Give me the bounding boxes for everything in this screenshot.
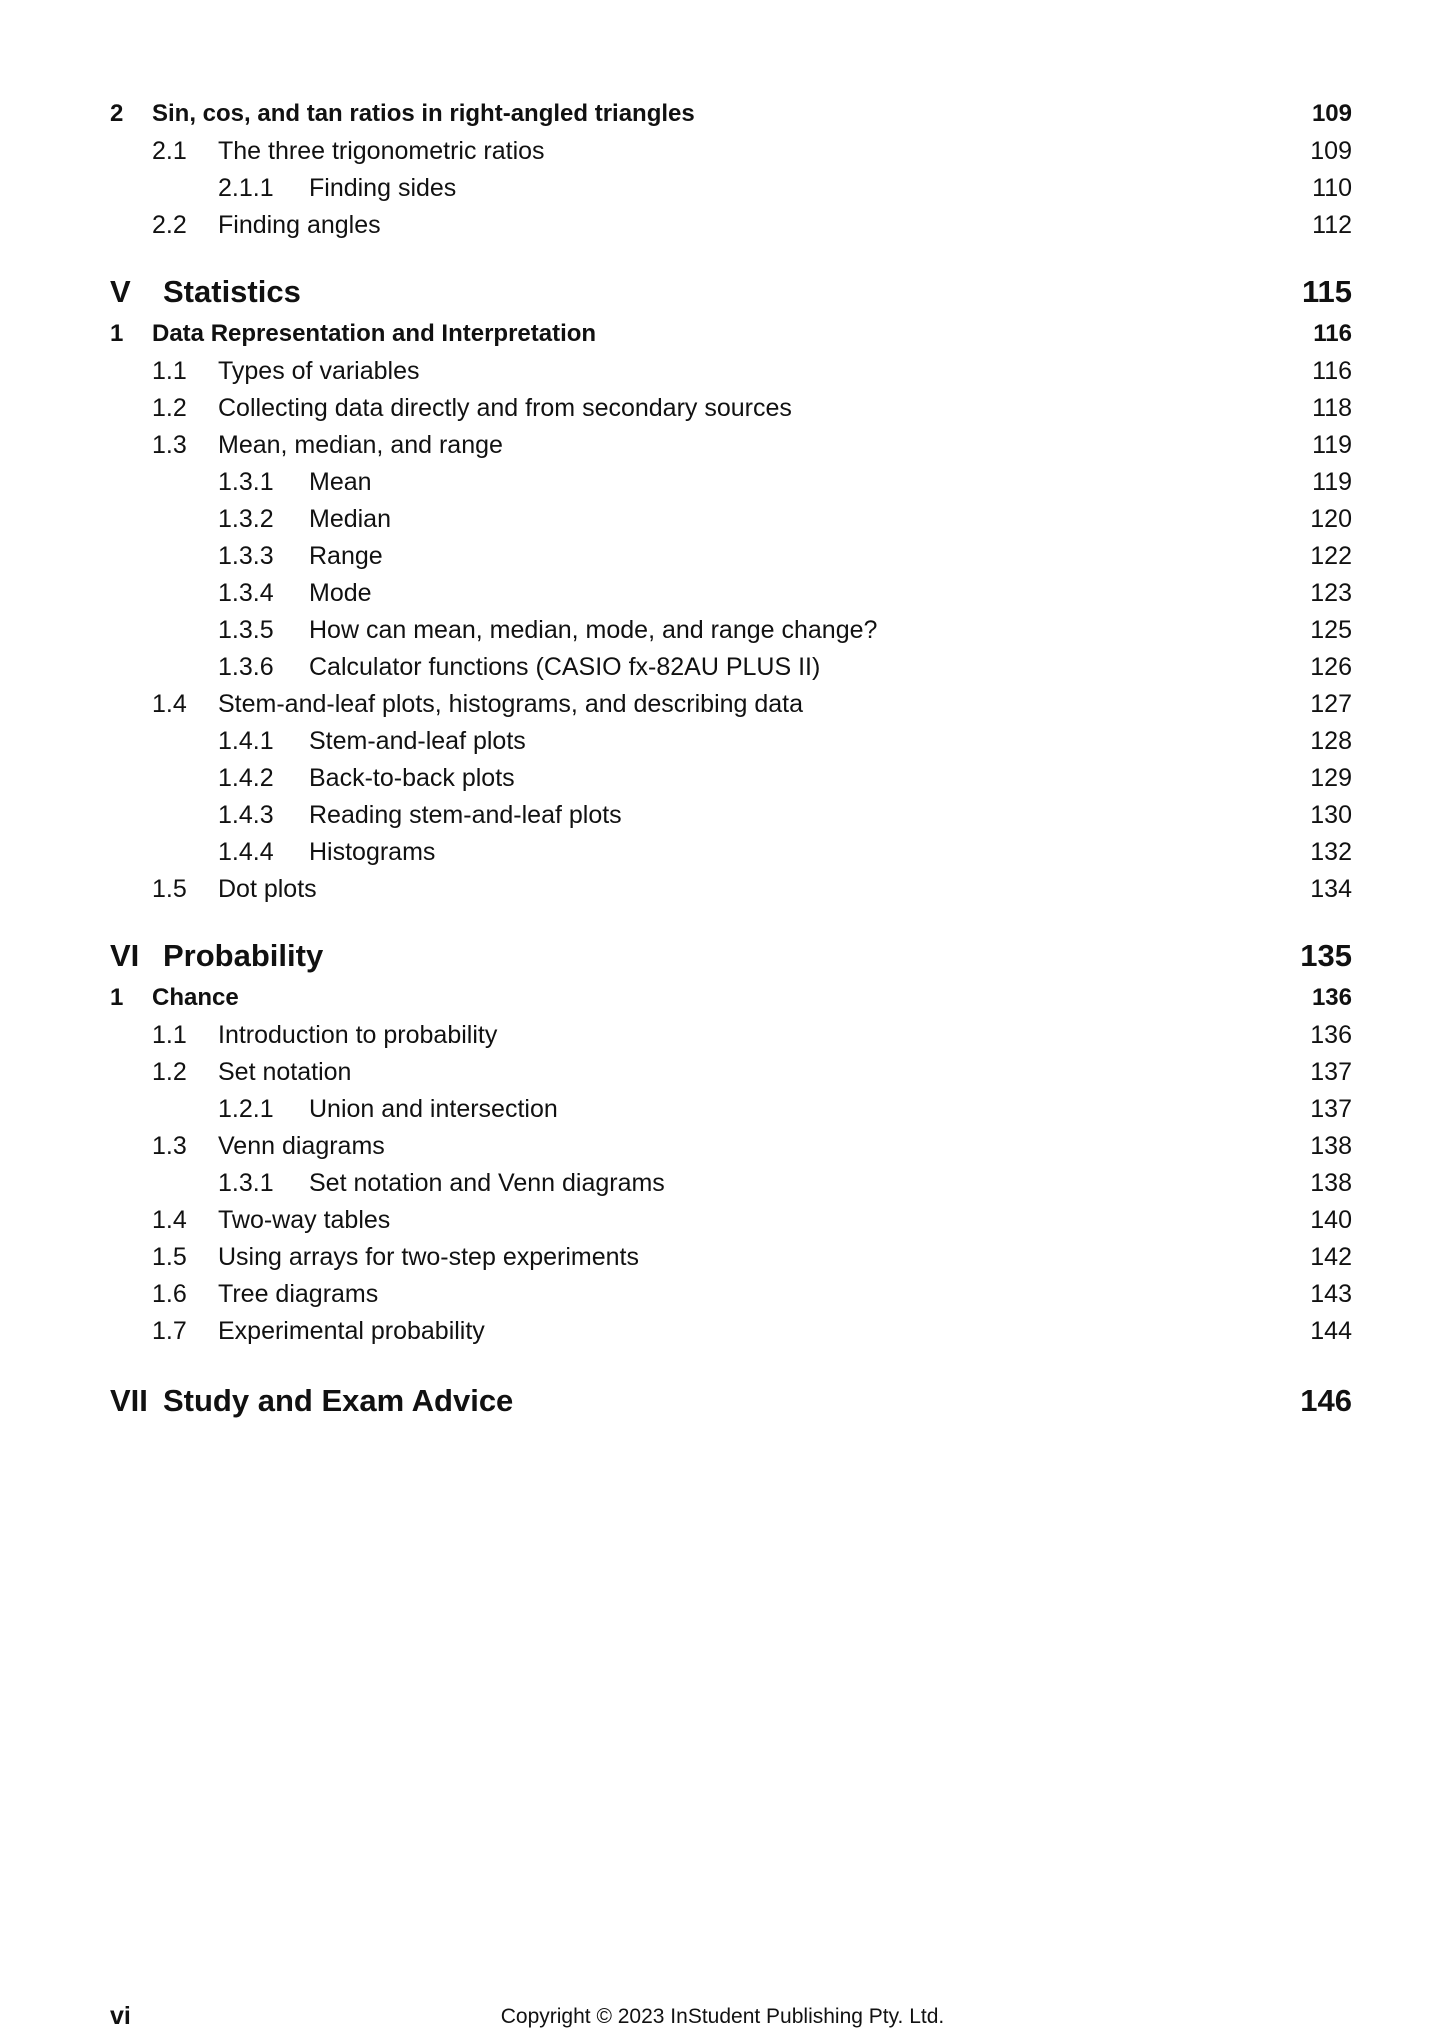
toc-entry-title: Experimental probability bbox=[218, 1317, 491, 1346]
toc-entry-title: Back-to-back plots bbox=[309, 764, 521, 793]
toc-entry-number: 1.3 bbox=[152, 1132, 187, 1160]
toc-entry-number: 1.3.5 bbox=[218, 616, 274, 644]
toc-entry-page: 119 bbox=[1290, 468, 1352, 497]
toc-entry-number: 1.3.3 bbox=[218, 542, 274, 570]
toc-entry-section bbox=[152, 875, 1352, 904]
toc-entry-number: VII bbox=[110, 1383, 148, 1418]
toc-entry-page: 127 bbox=[1290, 690, 1352, 719]
toc-entry-page: 134 bbox=[1290, 875, 1352, 904]
toc-entry-subsection bbox=[218, 653, 1352, 682]
toc-entry-page: 116 bbox=[1290, 357, 1352, 386]
toc-entry-section bbox=[152, 1243, 1352, 1272]
toc-entry-title: Mean bbox=[309, 468, 378, 497]
toc-entry-number: 1.3.1 bbox=[218, 1169, 274, 1197]
toc-entry-page: 136 bbox=[1290, 1021, 1352, 1050]
toc-entry-section bbox=[152, 211, 1352, 240]
toc-entry-number: 1.4.4 bbox=[218, 838, 274, 866]
toc-entry-section bbox=[152, 1132, 1352, 1161]
toc-entry-subsection bbox=[218, 764, 1352, 793]
toc-entry-title: Range bbox=[309, 542, 389, 571]
toc-entry-part bbox=[110, 1383, 1352, 1419]
toc-entry-chapter bbox=[110, 320, 1352, 348]
toc-entry-title: Set notation bbox=[218, 1058, 357, 1087]
toc-entry-page: 130 bbox=[1290, 801, 1352, 830]
toc-entry-subsection bbox=[218, 174, 1352, 203]
toc-entry-number: VI bbox=[110, 938, 140, 973]
toc-entry-number: 1.1 bbox=[152, 1021, 187, 1049]
toc-entry-page: 132 bbox=[1290, 838, 1352, 867]
toc-entry-title: Sin, cos, and tan ratios in right-angled triangles bbox=[152, 100, 701, 128]
toc-entry-title: Calculator functions (CASIO fx-82AU PLUS II) bbox=[309, 653, 826, 682]
toc-entry-page: 135 bbox=[1286, 938, 1352, 974]
toc-entry-page: 138 bbox=[1290, 1132, 1352, 1161]
toc-entry-page: 138 bbox=[1290, 1169, 1352, 1198]
toc-entry-page: 137 bbox=[1290, 1095, 1352, 1124]
toc-entry-number: 1.4 bbox=[152, 690, 187, 718]
toc-entry-number: 1.2.1 bbox=[218, 1095, 274, 1123]
toc-entry-number: 1 bbox=[110, 320, 124, 347]
toc-entry-number: 1.5 bbox=[152, 1243, 187, 1271]
toc-entry-subsection bbox=[218, 468, 1352, 497]
toc-entry-number: V bbox=[110, 274, 131, 309]
toc-entry-section bbox=[152, 1021, 1352, 1050]
toc-entry-section bbox=[152, 1317, 1352, 1346]
toc-entry-title: Stem-and-leaf plots bbox=[309, 727, 532, 756]
toc-entry-number: 2.1 bbox=[152, 137, 187, 165]
toc-entry-page: 140 bbox=[1290, 1206, 1352, 1235]
toc-entry-page: 122 bbox=[1290, 542, 1352, 571]
toc-entry-page: 146 bbox=[1286, 1383, 1352, 1419]
toc-entry-title: Two-way tables bbox=[218, 1206, 396, 1235]
toc-entry-number: 1.3.4 bbox=[218, 579, 274, 607]
copyright-notice: Copyright © 2023 InStudent Publishing Pty. Ltd. bbox=[500, 2005, 945, 2028]
toc-entry-number: 2.1.1 bbox=[218, 174, 274, 202]
toc-entry-subsection bbox=[218, 579, 1352, 608]
page-number: vi bbox=[110, 2002, 131, 2030]
toc-entry-title: Finding sides bbox=[309, 174, 462, 203]
toc-entry-page: 126 bbox=[1290, 653, 1352, 682]
toc-entry-section bbox=[152, 357, 1352, 386]
toc-entry-number: 2 bbox=[110, 100, 124, 127]
toc-entry-subsection bbox=[218, 727, 1352, 756]
toc-entry-title: Union and intersection bbox=[309, 1095, 564, 1124]
toc-entry-part bbox=[110, 274, 1352, 310]
toc-entry-subsection bbox=[218, 1169, 1352, 1198]
toc-entry-page: 119 bbox=[1290, 431, 1352, 460]
toc-entry-section bbox=[152, 1280, 1352, 1309]
toc-entry-page: 144 bbox=[1290, 1317, 1352, 1346]
toc-entry-page: 115 bbox=[1286, 274, 1352, 310]
toc-entry-title: Median bbox=[309, 505, 397, 534]
toc-entry-number: 1 bbox=[110, 984, 124, 1011]
toc-entry-subsection bbox=[218, 505, 1352, 534]
toc-entry-page: 137 bbox=[1290, 1058, 1352, 1087]
toc-entry-title: Study and Exam Advice bbox=[163, 1383, 519, 1419]
toc-entry-number: 1.3 bbox=[152, 431, 187, 459]
toc-entry-subsection bbox=[218, 616, 1352, 645]
toc-entry-title: Tree diagrams bbox=[218, 1280, 384, 1309]
toc-entry-number: 1.2 bbox=[152, 394, 187, 422]
toc-entry-page: 125 bbox=[1290, 616, 1352, 645]
toc-entry-page: 120 bbox=[1290, 505, 1352, 534]
toc-entry-number: 1.4 bbox=[152, 1206, 187, 1234]
toc-entry-section bbox=[152, 690, 1352, 719]
toc-entry-subsection bbox=[218, 838, 1352, 867]
toc-entry-number: 1.7 bbox=[152, 1317, 187, 1345]
toc-entry-title: Histograms bbox=[309, 838, 441, 867]
toc-entry-subsection bbox=[218, 1095, 1352, 1124]
toc-entry-page: 136 bbox=[1286, 984, 1352, 1012]
toc-entry-number: 1.4.3 bbox=[218, 801, 274, 829]
toc-entry-number: 1.1 bbox=[152, 357, 187, 385]
toc-entry-number: 1.6 bbox=[152, 1280, 187, 1308]
toc-entry-page: 109 bbox=[1290, 137, 1352, 166]
toc-entry-number: 1.4.1 bbox=[218, 727, 274, 755]
toc-entry-title: Set notation and Venn diagrams bbox=[309, 1169, 671, 1198]
toc-entry-title: Introduction to probability bbox=[218, 1021, 503, 1050]
toc-entry-title: Statistics bbox=[163, 274, 307, 310]
toc-entry-number: 1.5 bbox=[152, 875, 187, 903]
toc-entry-section bbox=[152, 1058, 1352, 1087]
toc-entry-title: Using arrays for two-step experiments bbox=[218, 1243, 645, 1272]
toc-entry-chapter bbox=[110, 984, 1352, 1012]
toc-entry-title: Mode bbox=[309, 579, 378, 608]
toc-entry-page: 143 bbox=[1290, 1280, 1352, 1309]
toc-entry-number: 1.2 bbox=[152, 1058, 187, 1086]
toc-entry-number: 1.3.1 bbox=[218, 468, 274, 496]
toc-entry-title: Reading stem-and-leaf plots bbox=[309, 801, 628, 830]
toc-entry-section bbox=[152, 1206, 1352, 1235]
toc-entry-title: Types of variables bbox=[218, 357, 426, 386]
toc-entry-subsection bbox=[218, 542, 1352, 571]
toc-entry-page: 142 bbox=[1290, 1243, 1352, 1272]
toc-entry-number: 1.3.6 bbox=[218, 653, 274, 681]
toc-entry-title: Stem-and-leaf plots, histograms, and describing data bbox=[218, 690, 809, 719]
toc-entry-title: Mean, median, and range bbox=[218, 431, 509, 460]
toc-entry-page: 110 bbox=[1290, 174, 1352, 203]
toc-entry-page: 123 bbox=[1290, 579, 1352, 608]
toc-entry-page: 116 bbox=[1286, 320, 1352, 348]
toc-entry-title: Finding angles bbox=[218, 211, 387, 240]
toc-entry-chapter bbox=[110, 100, 1352, 128]
toc-entry-title: How can mean, median, mode, and range change? bbox=[309, 616, 883, 645]
toc-entry-page: 118 bbox=[1290, 394, 1352, 423]
toc-entry-page: 109 bbox=[1286, 100, 1352, 128]
toc-entry-part bbox=[110, 938, 1352, 974]
toc-entry-title: Data Representation and Interpretation bbox=[152, 320, 602, 348]
toc-entry-section bbox=[152, 394, 1352, 423]
toc-entry-title: Dot plots bbox=[218, 875, 323, 904]
toc-entry-section bbox=[152, 137, 1352, 166]
toc-entry-title: Venn diagrams bbox=[218, 1132, 391, 1161]
toc-entry-title: Collecting data directly and from secondary sources bbox=[218, 394, 798, 423]
toc-entry-title: The three trigonometric ratios bbox=[218, 137, 551, 166]
toc-entry-page: 128 bbox=[1290, 727, 1352, 756]
toc-entry-subsection bbox=[218, 801, 1352, 830]
toc-entry-number: 1.3.2 bbox=[218, 505, 274, 533]
toc-entry-title: Chance bbox=[152, 984, 245, 1012]
toc-entry-page: 112 bbox=[1290, 211, 1352, 240]
toc-entry-title: Probability bbox=[163, 938, 329, 974]
toc-entry-number: 1.4.2 bbox=[218, 764, 274, 792]
toc-entry-number: 2.2 bbox=[152, 211, 187, 239]
toc-entry-page: 129 bbox=[1290, 764, 1352, 793]
toc-entry-section bbox=[152, 431, 1352, 460]
